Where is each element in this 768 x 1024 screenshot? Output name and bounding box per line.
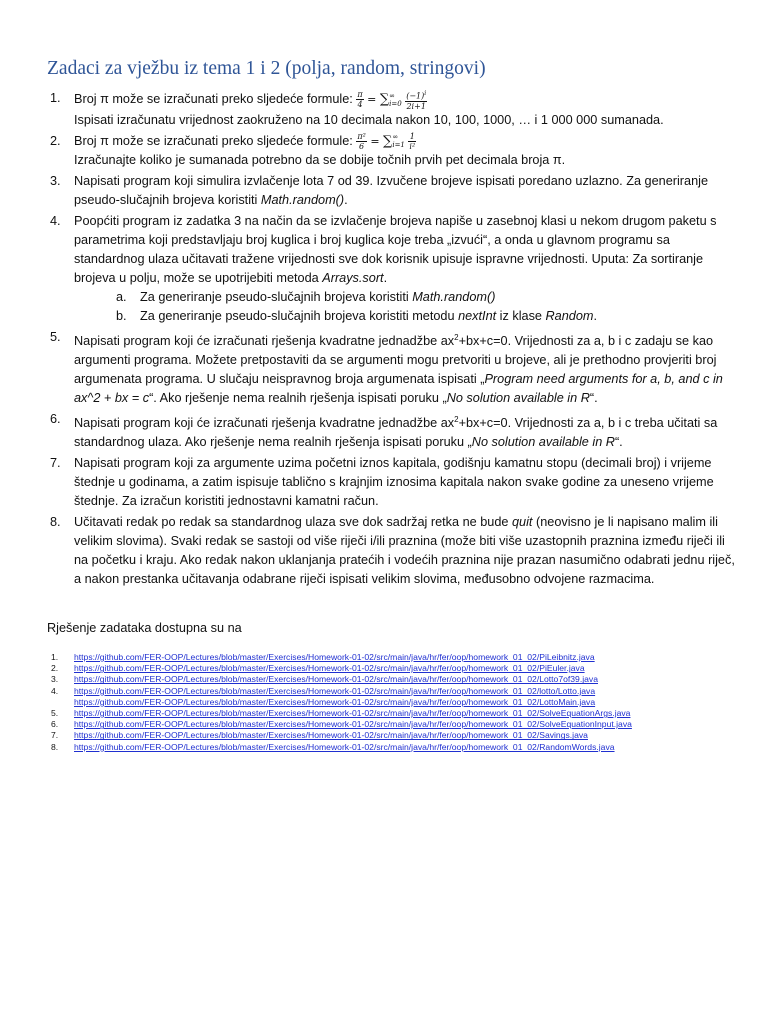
solution-link-item [47, 730, 632, 741]
formula-equals: = [366, 134, 384, 148]
subtask-number: a. [116, 289, 127, 304]
task-text: Učitavati redak po redak sa standardnog ulaza sve dok sadržaj retka ne bude [74, 515, 512, 530]
task-text: Poopćiti program iz zadatka 3 na način da se izvlačenje brojeva napiše u zasebnoj klasi u nekom drugom paketu s parametrima koji predstavljaju broj kuglica i broj kuglica koje treba „izvući“, a onda u glavnom programu sa standardnog ulaza učitavati tražene vrijednosti sve dok korisnik upisuje ispravne vrijednosti. Uputa: Za sortiranje brojeva u polju, može se upotrijebiti metoda [74, 213, 717, 285]
link-number: 3. [51, 674, 59, 685]
sum-symbol: ∑ [379, 92, 390, 108]
code-term: quit [511, 515, 533, 530]
code-term: nextInt [458, 308, 497, 323]
sum-limits: ∞ i=1 [392, 133, 405, 150]
solution-link[interactable]: https://github.com/FER-OOP/Lectures/blob/master/Exercises/Homework-01-02/src/main/java/hr/fer/oop/homework_01_02/Savings.java [74, 730, 588, 741]
task-list [46, 89, 736, 591]
solution-link[interactable]: https://github.com/FER-OOP/Lectures/blob/master/Exercises/Homework-01-02/src/main/java/hr/fer/oop/homework_01_02/lotto/Lotto.java [74, 685, 596, 696]
formula-fraction-rhs: $\frac{1}{\text{i²}}$ [409, 131, 416, 151]
link-number: 8. [51, 741, 59, 752]
task-number: 5. [50, 329, 61, 344]
link-number: 5. [51, 708, 59, 719]
task-item-7 [46, 454, 736, 511]
solution-link-item [47, 686, 632, 697]
task-item-2 [46, 132, 736, 170]
task-text-tail: (neovisno je li napisano malim ili velikim slovima). Svaki redak se sastoji od više riječi i/ili praznina (može biti više uzastopnih praznina između riječi ili na početku i kraju. Ako redak nakon uklanjanja pratećih i vodećih praznina nije prazan nasumično odabrati jednu riječ, a nakon prestanka učitavanja odabrane riječi ispisati velikim slovima, međusobno odvojene razmacima. [74, 515, 735, 587]
formula-fraction-lhs: $\frac{\pi}{4}$ [357, 90, 363, 110]
subtask-text: Za generiranje pseudo-slučajnih brojeva koristiti [140, 289, 413, 304]
link-number: 1. [51, 652, 59, 662]
solution-link-item [47, 674, 632, 685]
solution-link-list [47, 652, 632, 753]
formula-fraction-rhs: $\frac{(-1)^i}{2i+1}$ [406, 90, 427, 111]
code-term: Random [545, 308, 594, 323]
solutions-intro: Rješenje zadataka dostupna su na [47, 621, 242, 635]
task-number: 6. [50, 412, 61, 427]
solution-link-item [47, 719, 632, 730]
formula-fraction-lhs: $\frac{\text{π²}}{6}$ [357, 131, 366, 151]
task-text: Napisati program koji simulira izvlačenje lota 7 od 39. Izvučene brojeve ispisati poredano uzlazno. Za generiranje pseudo-slučajnih brojeva koristiti [74, 173, 709, 207]
link-number: 7. [51, 730, 59, 741]
solution-link[interactable]: https://github.com/FER-OOP/Lectures/blob/master/Exercises/Homework-01-02/src/main/java/hr/fer/oop/homework_01_02/SolveEquationArgs.java [74, 708, 631, 719]
task-item-6 [46, 410, 736, 452]
task-item-8 [46, 513, 736, 589]
subtask-list [74, 288, 736, 326]
solution-link[interactable]: https://github.com/FER-OOP/Lectures/blob/master/Exercises/Homework-01-02/src/main/java/hr/fer/oop/homework_01_02/LottoMain.java [74, 696, 596, 707]
link-number: 4. [51, 685, 59, 696]
task-text-tail: “. [614, 435, 623, 450]
task-text-tail: . [383, 270, 388, 285]
task-item-3 [46, 172, 736, 210]
solution-link-item [47, 663, 632, 674]
task-text: +bx+c=0. Vrijednosti za a, b i c treba učitati sa standardnog ulaza. Ako rješenje nema realnih rješenja ispisati poruku „ [74, 416, 718, 450]
solution-link[interactable]: https://github.com/FER-OOP/Lectures/blob/master/Exercises/Homework-01-02/src/main/java/hr/fer/oop/homework_01_02/PiLeibnitz.java [74, 652, 595, 662]
link-number: 6. [51, 719, 59, 730]
solution-link[interactable]: https://github.com/FER-OOP/Lectures/blob/master/Exercises/Homework-01-02/src/main/java/hr/fer/oop/homework_01_02/SolveEquationInput.java [74, 719, 632, 730]
task-number: 7. [50, 456, 61, 471]
subtask-text-tail: . [593, 308, 598, 323]
task-number: 2. [50, 133, 61, 148]
task-item-5 [46, 328, 736, 408]
task-text: Izračunajte koliko je sumanada potrebno da se dobije točnih prvih pet decimala broja π. [74, 152, 566, 167]
subtask-item-b [74, 307, 736, 326]
task-number: 3. [50, 173, 61, 188]
code-term: Arrays.sort [322, 270, 384, 285]
superscript: 2 [454, 415, 459, 425]
solution-link[interactable]: https://github.com/FER-OOP/Lectures/blob/master/Exercises/Homework-01-02/src/main/java/hr/fer/oop/homework_01_02/Lotto7of39.java [74, 674, 598, 685]
task-text: Napisati program koji će izračunati rješenja kvadratne jednadžbe ax [74, 416, 455, 431]
solution-link-item [47, 708, 632, 719]
task-number: 1. [50, 91, 61, 105]
formula-equals: = [363, 93, 380, 107]
task-number: 8. [50, 515, 61, 530]
link-number: 2. [51, 663, 59, 674]
message-text: No solution available in R [446, 391, 590, 406]
solution-link[interactable]: https://github.com/FER-OOP/Lectures/blob/master/Exercises/Homework-01-02/src/main/java/hr/fer/oop/homework_01_02/PiEuler.java [74, 663, 585, 674]
subtask-item-a [74, 288, 736, 307]
page-title: Zadaci za vježbu iz tema 1 i 2 (polja, random, stringovi) [47, 58, 486, 79]
task-text: “. Ako rješenje nema realnih rješenja ispisati poruku „ [149, 391, 447, 406]
task-item-1 [46, 89, 736, 130]
task-text: +bx+c=0. Vrijednosti za a, b i c zadaju se kao argumenti programa. Možete pretpostaviti da se argumenti mogu pretvoriti u brojeve, ali je prethodno provjeriti broj argumenata programa. U slučaju neispravnog broja argumenata ispisati „ [74, 334, 717, 387]
solution-link[interactable]: https://github.com/FER-OOP/Lectures/blob/master/Exercises/Homework-01-02/src/main/java/hr/fer/oop/homework_01_02/RandomWords.java [74, 741, 615, 752]
task-text: Napisati program koji će izračunati rješenja kvadratne jednadžbe ax [74, 334, 455, 349]
task-text-tail: . [344, 192, 348, 207]
sum-symbol: ∑ [383, 133, 393, 149]
code-term: Math.random() [412, 289, 496, 304]
solution-link-item [47, 697, 632, 708]
message-text: No solution available in R [471, 435, 615, 450]
subtask-number: b. [116, 308, 127, 323]
task-item-4 [46, 212, 736, 326]
task-text-tail: “. [589, 391, 598, 406]
solution-link-item [47, 742, 632, 753]
task-text: Broj π može se izračunati preko sljedeće formule: [74, 133, 357, 148]
task-text: Broj π može se izračunati preko sljedeće formule: [74, 92, 357, 107]
code-term: Math.random() [260, 192, 345, 207]
solution-link-item [47, 652, 632, 663]
task-text: Ispisati izračunatu vrijednost zaokruženo na 10 decimala nakon 10, 100, 1000, … i 1 000 000 sumanada. [74, 112, 664, 127]
subtask-text: Za generiranje pseudo-slučajnih brojeva koristiti metodu [140, 308, 459, 323]
subtask-text-mid: iz klase [496, 308, 546, 323]
message-text: Program need arguments for a, b, and c in ax^2 + bx = c [74, 372, 723, 406]
task-number: 4. [50, 213, 61, 228]
task-text: Napisati program koji za argumente uzima početni iznos kapitala, godišnju kamatnu stopu (decimali broj) i vrijeme štednje u godinama, a zatim ispisuje tablično s krajnjim iznosima kapitala nakon svake godine za uneseno vrijeme štednje. Za izračun koristiti jednostavni kamatni račun. [74, 456, 714, 509]
sum-limits: ∞ i=0 [389, 91, 402, 108]
superscript: 2 [454, 332, 459, 342]
